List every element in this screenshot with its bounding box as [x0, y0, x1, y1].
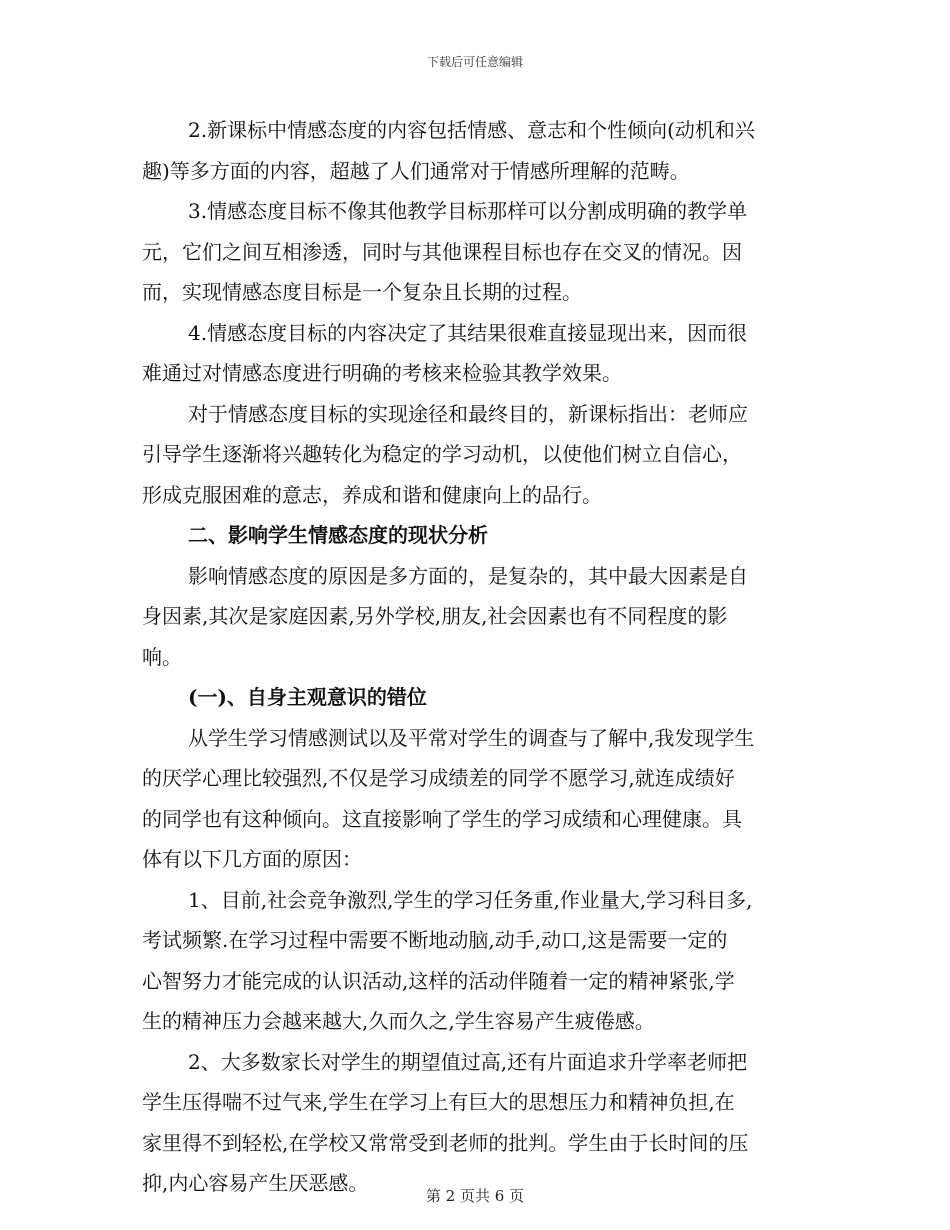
text-line: 心智努力才能完成的认识活动,这样的活动伴随着一定的精神紧张,学 [142, 968, 735, 993]
text-line: 趣)等多方面的内容，超越了人们通常对于情感所理解的范畴。 [142, 158, 690, 183]
text-line: 对于情感态度目标的实现途径和最终目的，新课标指出：老师应 [188, 401, 748, 426]
text-line: 影响情感态度的原因是多方面的，是复杂的，其中最大因素是自 [188, 563, 748, 588]
text-line: 考试频繁.在学习过程中需要不断地动脑,动手,动口,这是需要一定的 [142, 928, 728, 952]
page-footer: 第 2 页共 6 页 [425, 1187, 525, 1205]
text-line: 家里得不到轻松,在学校又常常受到老师的批判。学生由于长时间的压 [142, 1130, 749, 1155]
text-line: 抑,内心容易产生厌恶感。 [142, 1171, 369, 1195]
text-line: 2、大多数家长对学生的期望值过高,还有片面追求升学率老师把 [188, 1049, 748, 1074]
text-line: 3.情感态度目标不像其他教学目标那样可以分割成明确的教学单 [188, 199, 748, 223]
text-line: 4.情感态度目标的内容决定了其结果很难直接显现出来，因而很 [188, 320, 748, 345]
text-line: 的同学也有这种倾向。这直接影响了学生的学习成绩和心理健康。具 [142, 806, 742, 831]
text-line: 1、目前,社会竞争激烈,学生的学习任务重,作业量大,学习科目多, [188, 887, 753, 912]
section-heading: (一)、自身主观意识的错位 [188, 685, 427, 709]
text-line: 学生压得喘不过气来,学生在学习上有巨大的思想压力和精神负担,在 [142, 1090, 735, 1114]
text-line: 形成克服困难的意志，养成和谐和健康向上的品行。 [142, 482, 602, 507]
text-line: 响。 [142, 644, 182, 669]
text-line: 生的精神压力会越来越大,久而久之,学生容易产生疲倦感。 [142, 1009, 655, 1033]
section-heading: 二、影响学生情感态度的现状分析 [188, 523, 488, 547]
text-line: 而，实现情感态度目标是一个复杂且长期的过程。 [142, 280, 582, 304]
text-line: 的厌学心理比较强烈,不仅是学习成绩差的同学不愿学习,就连成绩好 [142, 766, 735, 790]
text-line: 身因素,其次是家庭因素,另外学校,朋友,社会因素也有不同程度的影 [142, 604, 728, 628]
page-header: 下载后可任意编辑 [426, 55, 523, 69]
text-line: 从学生学习情感测试以及平常对学生的调查与了解中,我发现学生 [188, 725, 755, 750]
text-line: 难通过对情感态度进行明确的考核来检验其教学效果。 [142, 361, 622, 385]
document-body [142, 110, 810, 1204]
text-line: 体有以下几方面的原因： [142, 847, 362, 871]
text-line: 引导学生逐渐将兴趣转化为稳定的学习动机，以使他们树立自信心， [142, 442, 742, 466]
text-line: 2.新课标中情感态度的内容包括情感、意志和个性倾向(动机和兴 [188, 118, 755, 142]
text-line: 元，它们之间互相渗透，同时与其他课程目标也存在交叉的情况。因 [142, 239, 742, 264]
